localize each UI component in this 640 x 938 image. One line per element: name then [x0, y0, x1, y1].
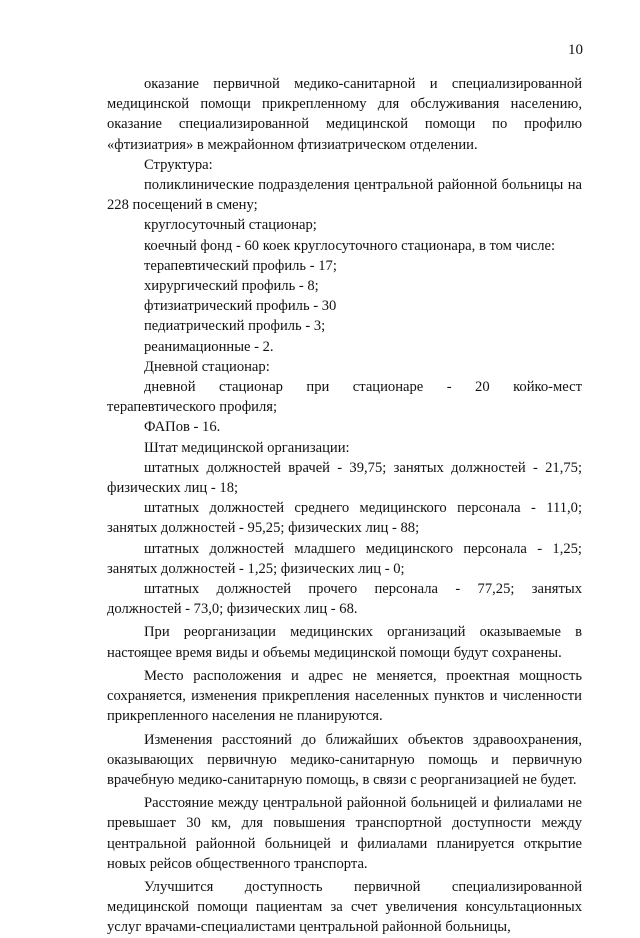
reorganization-paragraph: При реорганизации медицинских организаций оказываемые в настоящее время виды и объемы медицинской помощи будут сохранены. — [107, 624, 582, 661]
junior-staff-item: штатных должностей младшего медицинского персонала - 1,25; занятых должностей - 1,25; физических лиц - 0; — [107, 540, 582, 577]
other-staff-line — [107, 579, 582, 599]
day-hospital-word: стационар — [218, 379, 283, 396]
day-hospital-word: койко-мест — [513, 379, 582, 396]
document-body — [107, 74, 582, 938]
day-hospital-word: дневной — [144, 379, 196, 396]
day-hospital-heading: Дневной стационар: — [144, 358, 270, 375]
day-hospital-word: при — [306, 379, 330, 396]
doctors-staff-item: штатных должностей врачей - 39,75; занятых должностей - 21,75; физических лиц - 18; — [107, 459, 582, 497]
pediatric-profile-item: педиатрический профиль - 3; — [144, 318, 326, 335]
distance-changes-paragraph: Изменения расстояний до ближайших объектов здравоохранения, оказывающих первичную медико-санитарную помощь и первичную врачебную медико-санитарную помощь, в связи с реорганизацией не будет. — [107, 731, 582, 788]
distance-limit-paragraph: Расстояние между центральной районной больницей и филиалами не превышает 30 км, для повышения транспортной доступности между центральной районной больницей и филиалами планируется открытие новых рейсов общественного транспорта. — [107, 795, 582, 872]
other-staff-word: 77,25; — [477, 581, 515, 598]
other-staff-word: персонала — [374, 581, 438, 598]
day-hospital-tail: терапевтического профиля; — [107, 399, 278, 416]
other-staff-word: занятых — [531, 581, 582, 598]
therapeutic-profile-item: терапевтический профиль - 17; — [144, 257, 337, 274]
staff-heading: Штат медицинской организации: — [144, 439, 350, 456]
resuscitation-item: реанимационные - 2. — [144, 338, 274, 355]
other-staff-word: должностей — [216, 581, 292, 598]
polyclinic-item: поликлинические подразделения центральной районной больницы на 228 посещений в смену; — [107, 177, 582, 214]
day-hospital-word: 20 — [475, 379, 490, 396]
location-paragraph: Место расположения и адрес не меняется, проектная мощность сохраняется, изменения прикрепления населенных пунктов и численности прикрепленного населения не планируются. — [107, 667, 582, 725]
other-staff-word: штатных — [144, 581, 200, 598]
intro-paragraph: оказание первичной медико-санитарной и специализированной медицинской помощи прикрепленному для обслуживания населению, оказание специализированной медицинской помощи по профилю «фтизиатрия» в межрайонном фтизиатрическом отделении. — [107, 76, 582, 153]
bed-fund-item: коечный фонд - 60 коек круглосуточного стационара, в том числе: — [144, 237, 556, 254]
day-hospital-word: стационаре — [352, 379, 424, 396]
day-hospital-line — [107, 377, 582, 397]
access-paragraph: Улучшится доступность первичной специализированной медицинской помощи пациентам за счет увеличения консультационных услуг врачами-специалистами центральной районной больницы, — [107, 878, 582, 936]
other-staff-word: прочего — [308, 581, 358, 598]
mid-staff-item: штатных должностей среднего медицинского персонала - 111,0; занятых должностей - 95,25; физических лиц - 88; — [107, 500, 582, 537]
phthisiatric-profile-item: фтизиатрический профиль - 30 — [144, 298, 337, 315]
structure-heading: Структура: — [144, 156, 213, 173]
page-number: 10 — [568, 42, 583, 58]
other-staff-word: - — [455, 581, 461, 598]
round-clock-item: круглосуточный стационар; — [144, 217, 317, 234]
other-staff-tail: должностей - 73,0; физических лиц - 68. — [107, 601, 358, 618]
surgical-profile-item: хирургический профиль - 8; — [144, 278, 319, 295]
day-hospital-word: - — [446, 379, 452, 396]
fap-item: ФАПов - 16. — [144, 419, 221, 436]
